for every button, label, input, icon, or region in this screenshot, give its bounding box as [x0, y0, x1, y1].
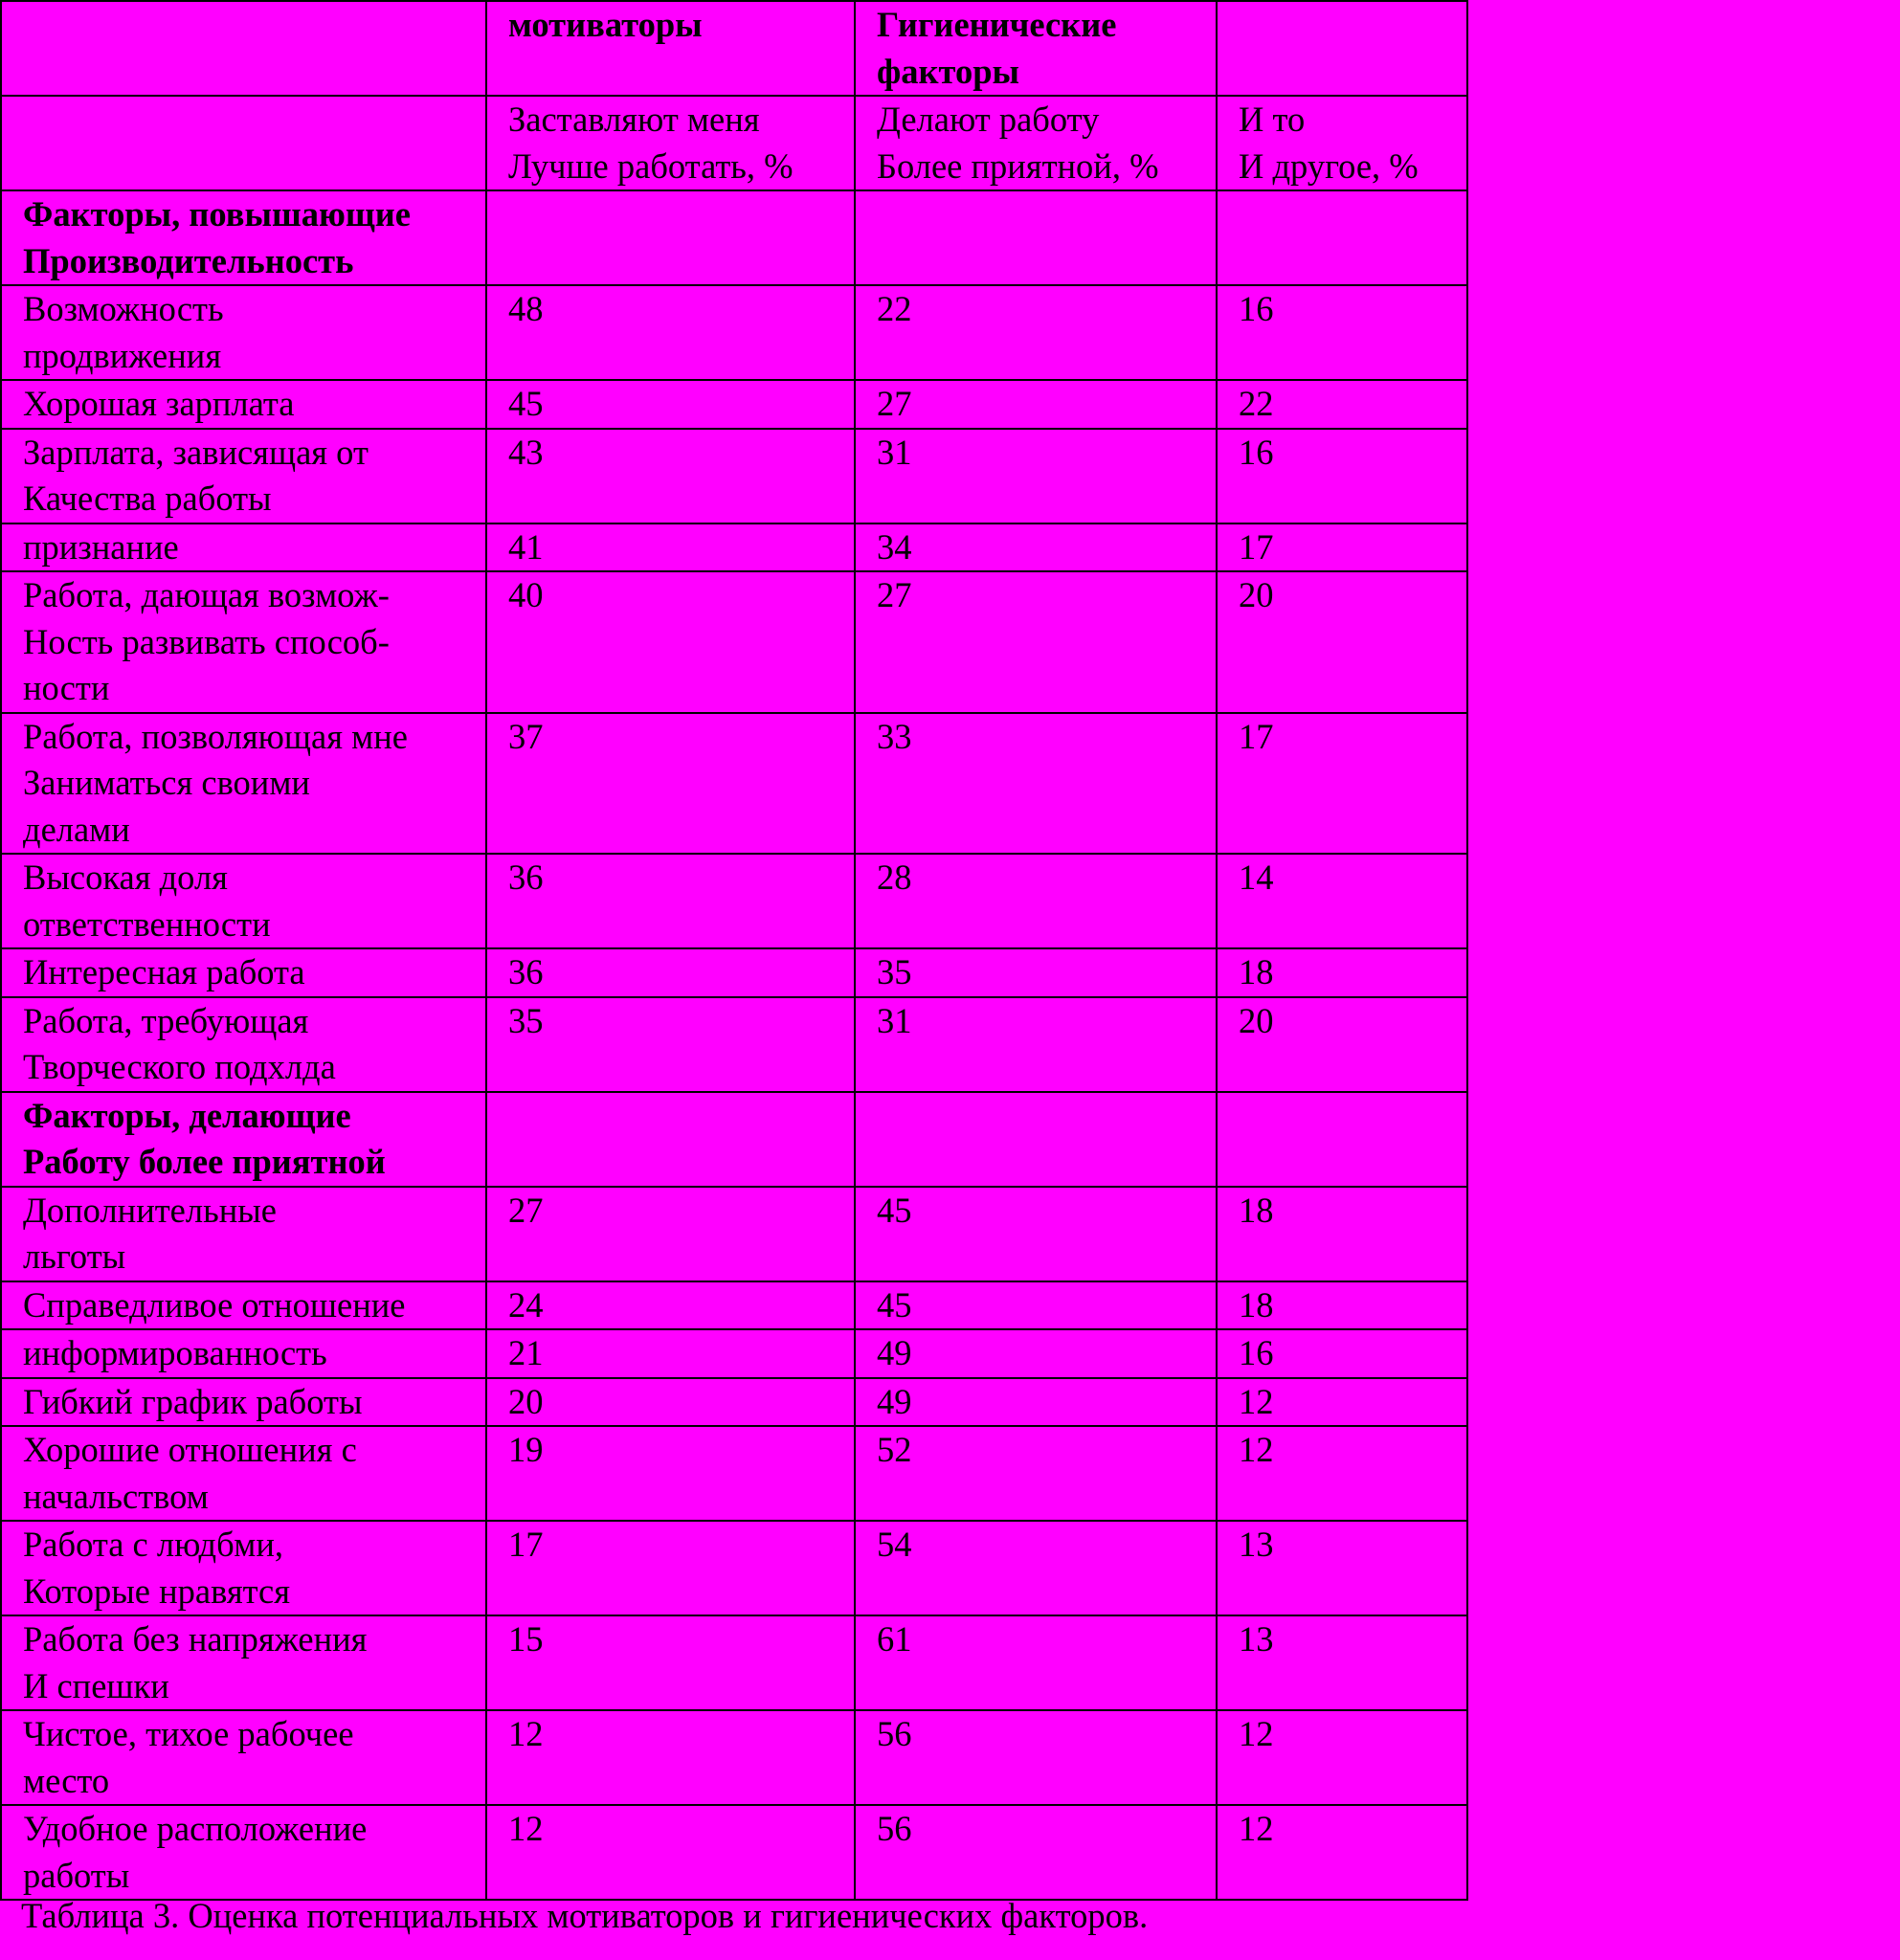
hygiene-value-cell: 54: [855, 1521, 1217, 1615]
both-value-cell: 12: [1217, 1426, 1467, 1521]
motivator-value-cell: 43: [486, 429, 855, 523]
table-row: [1, 1426, 1467, 1521]
section-title-cell: [1, 1092, 486, 1187]
both-value-cell: 13: [1217, 1615, 1467, 1710]
hygiene-value-cell: 27: [855, 380, 1217, 429]
factor-name-cell: [1, 1329, 486, 1378]
both-value-cell: 18: [1217, 948, 1467, 997]
motivator-value-cell: 15: [486, 1615, 855, 1710]
hygiene-value-cell: 56: [855, 1710, 1217, 1805]
hygiene-value-cell: [855, 190, 1217, 285]
factor-name-cell: [1, 854, 486, 948]
cell-text-line: Заставляют меня: [508, 100, 760, 139]
both-value-cell: 17: [1217, 713, 1467, 855]
cell-text-line: место: [23, 1760, 110, 1800]
factor-name-cell: [1, 429, 486, 523]
cell-text-line: льготы: [23, 1236, 126, 1276]
hygiene-value-cell: 34: [855, 523, 1217, 572]
factor-name-cell: [1, 285, 486, 380]
cell-text-line: Лучше работать, %: [508, 145, 794, 186]
cell-text-line: И спешки: [23, 1665, 169, 1705]
cell-text-line: Делают работу: [877, 100, 1100, 139]
cell-text-line: Более приятной, %: [877, 145, 1159, 186]
hygiene-value-cell: [855, 1092, 1217, 1187]
header-desc-hygiene: [855, 96, 1217, 190]
both-value-cell: 20: [1217, 997, 1467, 1092]
header-row-titles: [1, 1, 1467, 96]
cell-text-line: начальством: [23, 1476, 209, 1516]
cell-text-line: Интересная работа: [23, 952, 305, 991]
motivator-value-cell: 41: [486, 523, 855, 572]
table-row: [1, 1710, 1467, 1805]
motivator-value-cell: 40: [486, 571, 855, 713]
cell-text-line: продвижения: [23, 335, 222, 375]
factor-name-cell: [1, 713, 486, 855]
cell-text-line: Работа, требующая: [23, 1000, 309, 1040]
table-row: [1, 429, 1467, 523]
hygiene-value-cell: 49: [855, 1329, 1217, 1378]
motivator-value-cell: 12: [486, 1805, 855, 1900]
factor-name-cell: [1, 1426, 486, 1521]
hygiene-value-cell: 35: [855, 948, 1217, 997]
hygiene-value-cell: 45: [855, 1187, 1217, 1281]
both-value-cell: 14: [1217, 854, 1467, 948]
cell-text-line: Творческого подхлда: [23, 1047, 336, 1086]
table-row: [1, 571, 1467, 713]
motivator-value-cell: 20: [486, 1378, 855, 1427]
motivator-value-cell: 12: [486, 1710, 855, 1805]
cell-text-line: делами: [23, 809, 130, 849]
cell-text-line: Работа с людбми,: [23, 1525, 284, 1564]
header-cell-hygiene: [855, 1, 1217, 96]
table-row: [1, 380, 1467, 429]
both-value-cell: 16: [1217, 285, 1467, 380]
factor-name-cell: [1, 1710, 486, 1805]
cell-text-line: Ность развивать способ-: [23, 621, 390, 661]
header-desc-both: [1217, 96, 1467, 190]
both-value-cell: 18: [1217, 1187, 1467, 1281]
both-value-cell: 22: [1217, 380, 1467, 429]
factor-name-cell: [1, 1378, 486, 1427]
table-row: [1, 1329, 1467, 1378]
factor-name-cell: [1, 948, 486, 997]
motivator-value-cell: 45: [486, 380, 855, 429]
both-value-cell: 16: [1217, 1329, 1467, 1378]
cell-text-line: Факторы, повышающие: [23, 194, 411, 234]
header-cell-both: [1217, 1, 1467, 96]
hygiene-value-cell: 31: [855, 997, 1217, 1092]
cell-text-line: признание: [23, 526, 179, 567]
factor-name-cell: [1, 1521, 486, 1615]
cell-text-line: Высокая доля: [23, 858, 228, 897]
table-body: [1, 1, 1467, 1900]
both-value-cell: 16: [1217, 429, 1467, 523]
hygiene-value-cell: 28: [855, 854, 1217, 948]
both-value-cell: 18: [1217, 1281, 1467, 1330]
hygiene-value-cell: 56: [855, 1805, 1217, 1900]
hygiene-value-cell: 33: [855, 713, 1217, 855]
table-row: [1, 1187, 1467, 1281]
factor-name-cell: [1, 1615, 486, 1710]
motivator-value-cell: [486, 1092, 855, 1187]
section-title-cell: [1, 190, 486, 285]
table-row: [1, 948, 1467, 997]
both-value-cell: 13: [1217, 1521, 1467, 1615]
cell-text-line: Справедливое отношение: [23, 1284, 406, 1325]
both-value-cell: 12: [1217, 1378, 1467, 1427]
header-desc-motivators: [486, 96, 855, 190]
both-value-cell: 20: [1217, 571, 1467, 713]
table-caption: Таблица 3. Оценка потенциальных мотиваторов и гигиенических факторов.: [21, 1896, 1149, 1935]
both-value-cell: 12: [1217, 1710, 1467, 1805]
motivator-value-cell: 36: [486, 854, 855, 948]
factor-name-cell: [1, 571, 486, 713]
cell-text-line: Качества работы: [23, 479, 272, 518]
cell-text-line: Заниматься своими: [23, 763, 310, 802]
hygiene-value-cell: 49: [855, 1378, 1217, 1427]
factor-name-cell: [1, 1281, 486, 1330]
factor-name-cell: [1, 380, 486, 429]
cell-text-line: Удобное расположение: [23, 1809, 368, 1848]
motivator-value-cell: 27: [486, 1187, 855, 1281]
motivator-value-cell: 19: [486, 1426, 855, 1521]
cell-text-line: Гибкий график работы: [23, 1381, 363, 1421]
table-row: [1, 713, 1467, 855]
hygiene-value-cell: 27: [855, 571, 1217, 713]
motivator-value-cell: 24: [486, 1281, 855, 1330]
hygiene-value-cell: 61: [855, 1615, 1217, 1710]
cell-text-line: И другое, %: [1239, 145, 1419, 186]
motivator-value-cell: 48: [486, 285, 855, 380]
motivator-value-cell: 35: [486, 997, 855, 1092]
header-cell-motivators: [486, 1, 855, 96]
cell-text-line: Хорошие отношения с: [23, 1430, 357, 1469]
table-row: [1, 854, 1467, 948]
cell-text-line: ности: [23, 668, 110, 707]
cell-text-line: Которые нравятся: [23, 1570, 291, 1611]
hygiene-value-cell: 22: [855, 285, 1217, 380]
cell-text-line: Работу более приятной: [23, 1142, 386, 1181]
cell-text-line: Работа без напряжения: [23, 1619, 368, 1659]
cell-text-line: Факторы, делающие: [23, 1095, 351, 1135]
cell-text-line: Возможность: [23, 289, 224, 328]
cell-text-line: ответственности: [23, 903, 271, 944]
factor-name-cell: [1, 523, 486, 572]
section-header-row: [1, 1092, 1467, 1187]
motivator-value-cell: [486, 190, 855, 285]
header-desc-factor: [1, 96, 486, 190]
table-row: [1, 1281, 1467, 1330]
cell-text-line: Зарплата, зависящая от: [23, 432, 369, 472]
both-value-cell: [1217, 190, 1467, 285]
factor-name-cell: [1, 1805, 486, 1900]
cell-text-line: информированность: [23, 1333, 327, 1372]
motivator-value-cell: 21: [486, 1329, 855, 1378]
cell-text-line: Чистое, тихое рабочее: [23, 1714, 354, 1753]
cell-text-line: Дополнительные: [23, 1190, 277, 1230]
cell-text-line: Работа, дающая возмож-: [23, 575, 390, 614]
motivator-value-cell: 17: [486, 1521, 855, 1615]
header-cell-factor: [1, 1, 486, 96]
table-row: [1, 997, 1467, 1092]
motivator-value-cell: 36: [486, 948, 855, 997]
cell-text-line: Гигиенические: [877, 5, 1117, 44]
both-value-cell: 12: [1217, 1805, 1467, 1900]
hygiene-value-cell: 31: [855, 429, 1217, 523]
factor-name-cell: [1, 997, 486, 1092]
hygiene-value-cell: 45: [855, 1281, 1217, 1330]
both-value-cell: 17: [1217, 523, 1467, 572]
cell-text-line: Работа, позволяющая мне: [23, 716, 408, 756]
table-row: [1, 1805, 1467, 1900]
table-row: [1, 1615, 1467, 1710]
both-value-cell: [1217, 1092, 1467, 1187]
table-row: [1, 1378, 1467, 1427]
header-row-descriptions: [1, 96, 1467, 190]
factor-name-cell: [1, 1187, 486, 1281]
cell-text-line: И то: [1239, 100, 1306, 139]
cell-text-line: Производительность: [23, 240, 354, 280]
cell-text-line: факторы: [877, 51, 1020, 91]
cell-text-line: Хорошая зарплата: [23, 384, 295, 423]
table-row: [1, 285, 1467, 380]
hygiene-value-cell: 52: [855, 1426, 1217, 1521]
table-row: [1, 1521, 1467, 1615]
section-header-row: [1, 190, 1467, 285]
cell-text-line: работы: [23, 1855, 130, 1895]
table-row: [1, 523, 1467, 572]
motivator-value-cell: 37: [486, 713, 855, 855]
cell-text-line: мотиваторы: [508, 5, 703, 44]
